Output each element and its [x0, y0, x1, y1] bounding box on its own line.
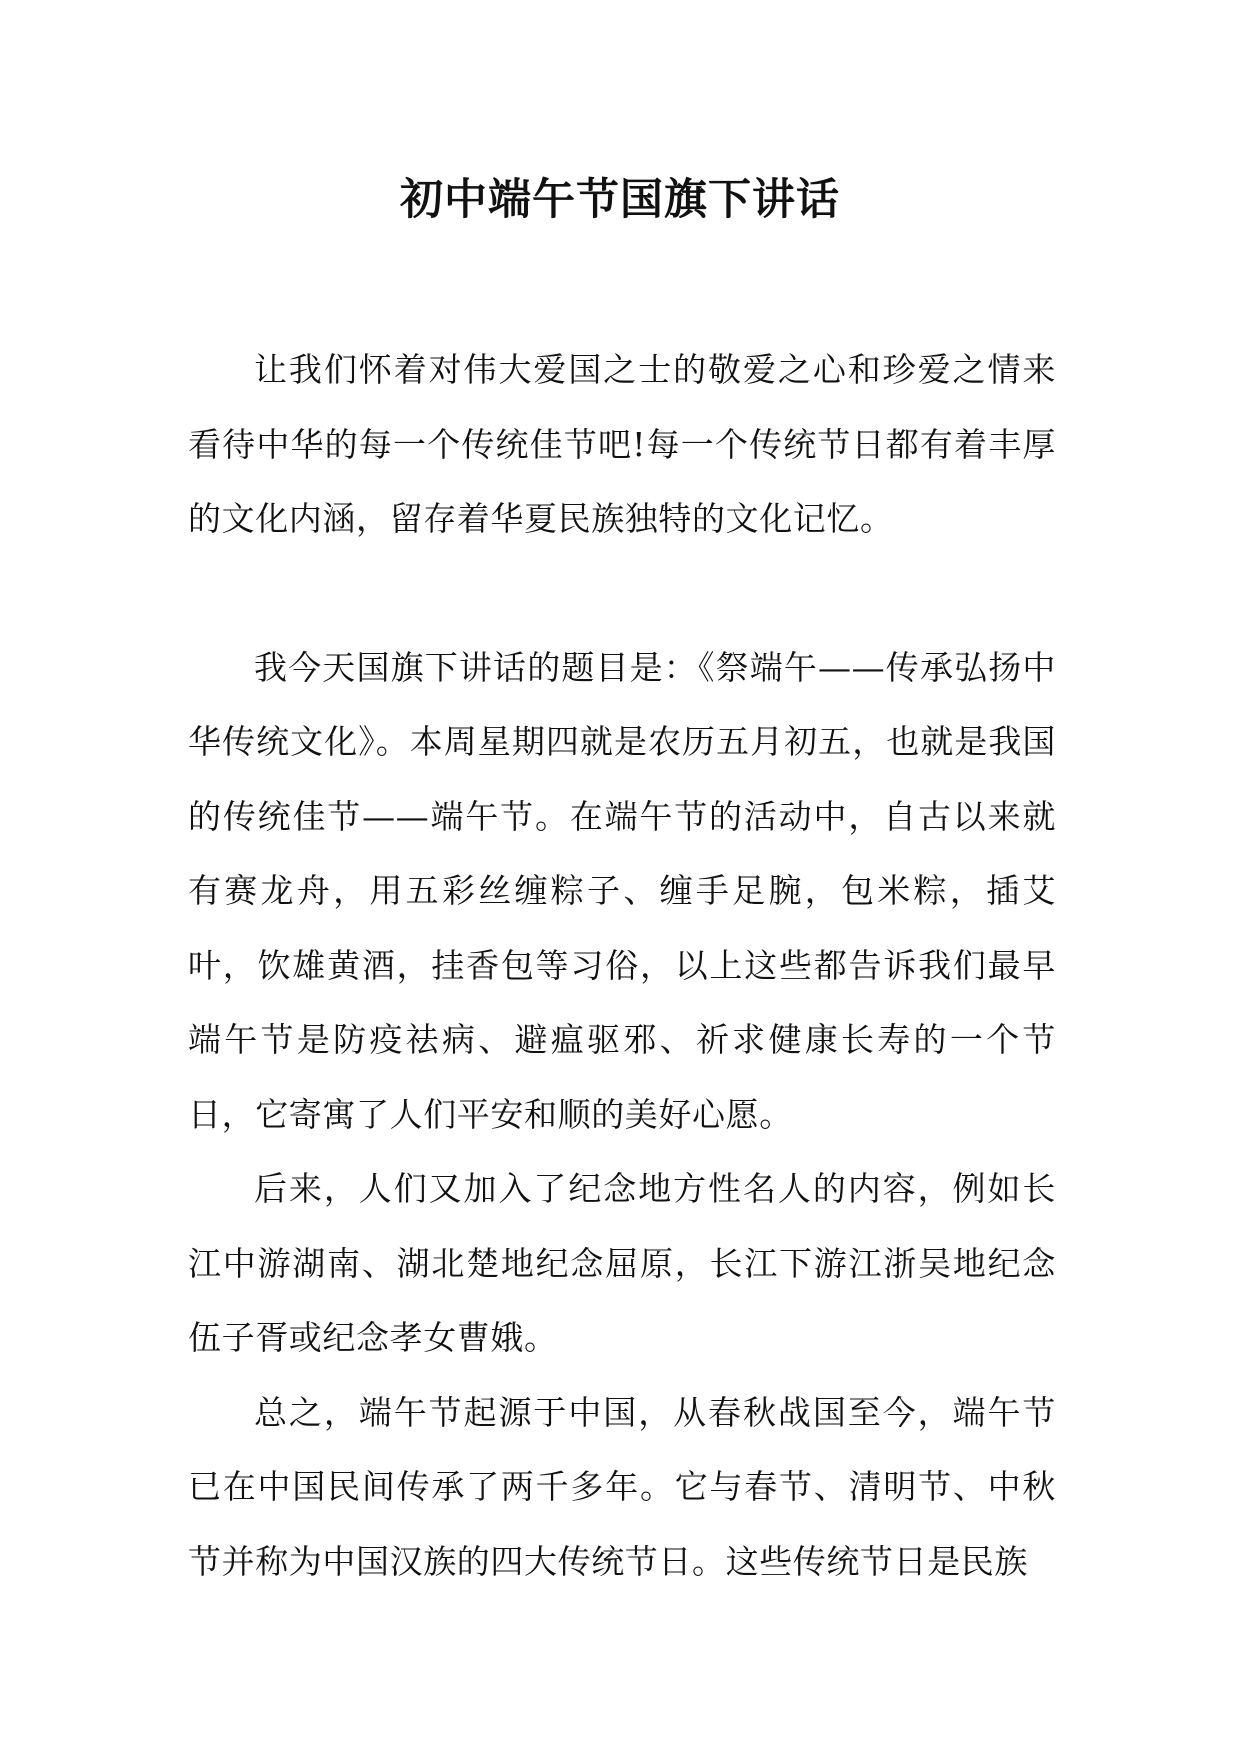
paragraph-2: 我今天国旗下讲话的题目是：《祭端午——传承弘扬中华传统文化》。本周星期四就是农历五月初五，也就是我国的传统佳节——端午节。在端午节的活动中，自古以来就有赛龙舟，用五彩丝缠粽子、缠手足腕，包米粽，插艾叶，饮雄黄酒，挂香包等习俗，以上这些都告诉我们最早端午节是防疫祛病、避瘟驱邪、祈求健康长寿的一个节日，它寄寓了人们平安和顺的美好心愿。: [188, 647, 1056, 1134]
paragraph-3: 后来，人们又加入了纪念地方性名人的内容，例如长江中游湖南、湖北楚地纪念屈原，长江下游江浙吴地纪念伍子胥或纪念孝女曹娥。: [188, 1169, 1056, 1357]
document-title: 初中端午节国旗下讲话: [400, 175, 840, 225]
paragraph-1: 让我们怀着对伟大爱国之士的敬爱之心和珍爱之情来看待中华的每一个传统佳节吧!每一个传统节日都有着丰厚的文化内涵，留存着华夏民族独特的文化记忆。: [188, 350, 1056, 538]
paragraph-4: 总之，端午节起源于中国，从春秋战国至今，端午节已在中国民间传承了两千多年。它与春节、清明节、中秋节并称为中国汉族的四大传统节日。这些传统节日是民族: [188, 1392, 1056, 1581]
document-body: [188, 333, 1056, 1599]
